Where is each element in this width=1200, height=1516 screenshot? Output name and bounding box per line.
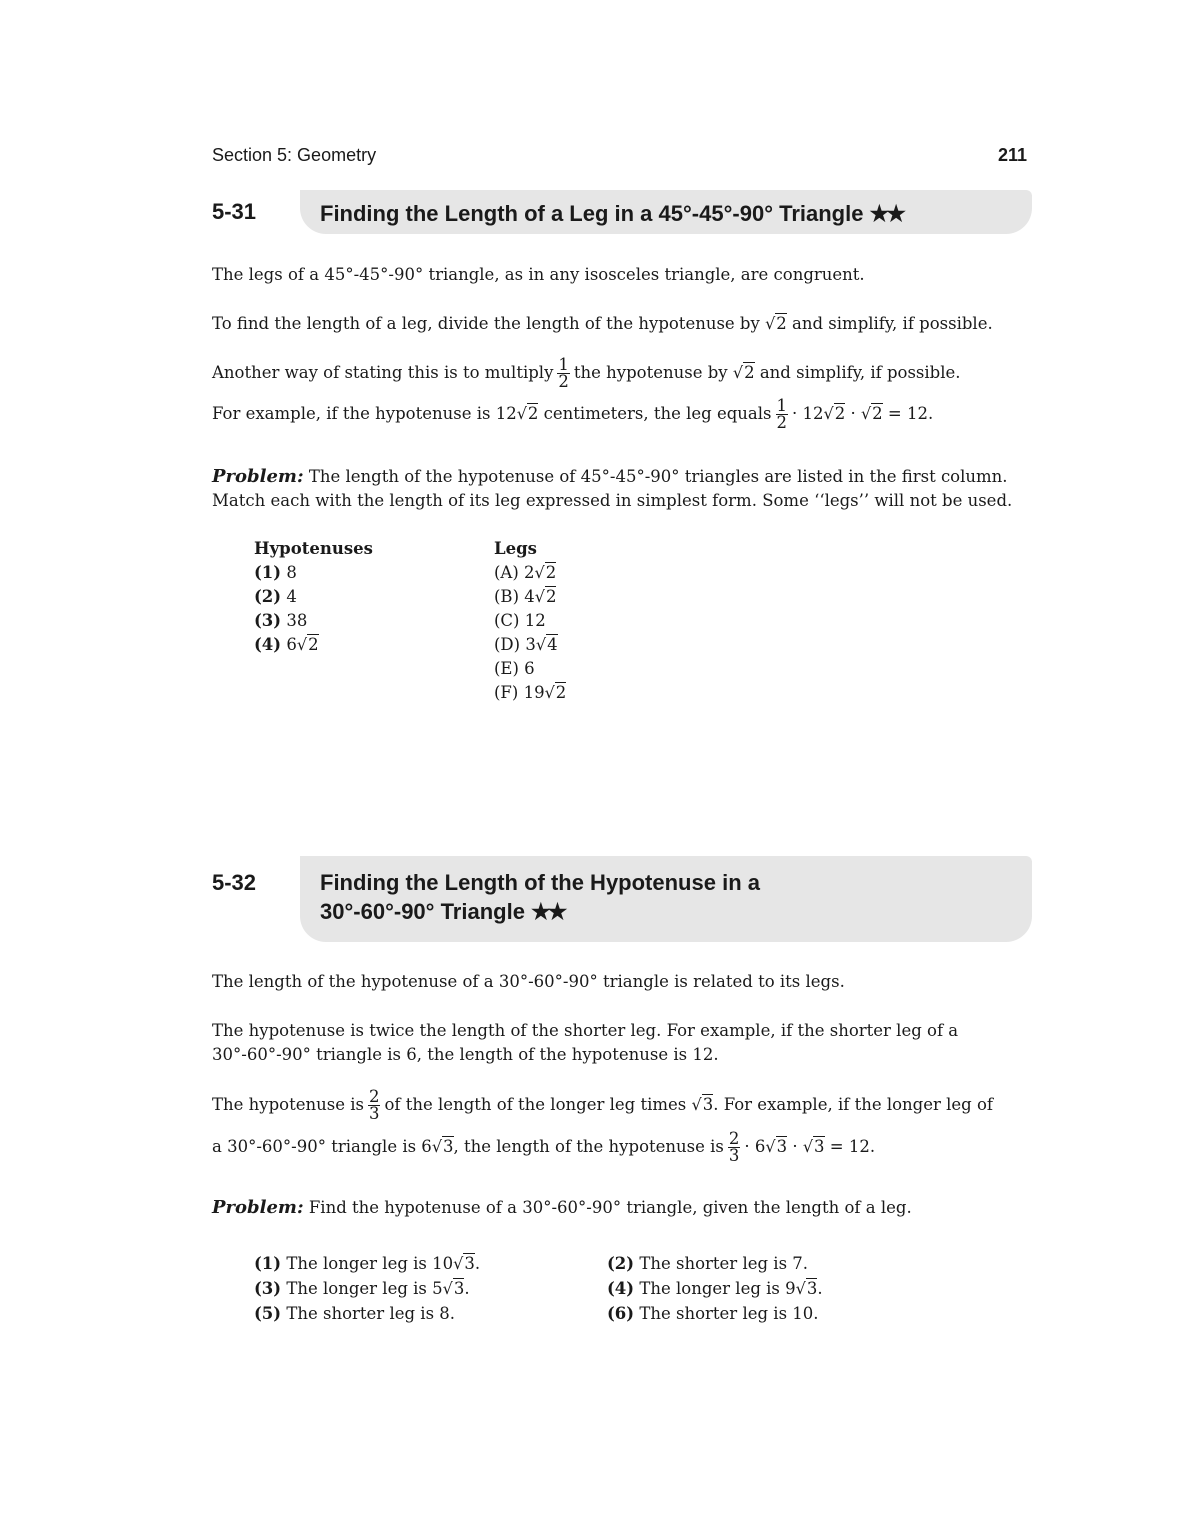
square-root: √3: [795, 1279, 818, 1298]
square-root: √2: [823, 404, 846, 423]
leg-item: (B) 4√2: [494, 587, 557, 606]
square-root: √3: [431, 1137, 454, 1156]
section-title-line: 30°-60°-90° Triangle ★★: [320, 899, 565, 924]
square-root: √3: [453, 1254, 475, 1273]
paragraph: [212, 1131, 875, 1164]
fraction: $\frac{2}{3}$: [728, 1129, 740, 1165]
problem-item: (3) The longer leg is 5√3.: [254, 1279, 470, 1298]
text: a 30°-60°-90° triangle is 6: [212, 1137, 432, 1156]
column-header: Legs: [494, 539, 537, 558]
text: Another way of stating this is to multiply: [212, 363, 554, 382]
text: ·: [850, 404, 856, 423]
column-header: Hypotenuses: [254, 539, 373, 558]
paragraph: The length of the hypotenuse of a 30°-60°-90° triangle is related to its legs.: [212, 972, 845, 991]
text: ·: [792, 1137, 798, 1156]
problem-item: (5) The shorter leg is 8.: [254, 1304, 456, 1323]
difficulty-stars-icon: ★★: [869, 201, 903, 226]
problem-item: (1) The longer leg is 10√3.: [254, 1254, 481, 1273]
text: Find the hypotenuse of a 30°-60°-90° triangle, given the length of a leg.: [308, 1198, 912, 1217]
difficulty-stars-icon: ★★: [530, 899, 565, 924]
text: and simplify, if possible.: [792, 314, 993, 333]
text: . For example, if the longer leg of: [713, 1095, 994, 1114]
square-root: √3: [442, 1279, 465, 1298]
paragraph: [212, 1089, 993, 1122]
square-root: √2: [534, 563, 557, 582]
section-number: 5-32: [212, 870, 257, 895]
problem-statement: [212, 1196, 912, 1220]
square-root: √3: [802, 1137, 825, 1156]
section-title-banner: [300, 190, 1032, 234]
problem-item: (6) The shorter leg is 10.: [607, 1304, 819, 1323]
problem-item: (2) The shorter leg is 7.: [607, 1254, 809, 1273]
text: = 12.: [829, 1137, 876, 1156]
section-title: [320, 199, 903, 228]
text: To find the length of a leg, divide the length of the hypotenuse by: [212, 314, 760, 333]
page-number: 211: [998, 145, 1028, 165]
square-root: √3: [765, 1137, 788, 1156]
fraction: $\frac{2}{3}$: [368, 1087, 380, 1123]
square-root: √4: [535, 635, 558, 654]
square-root: √2: [732, 363, 755, 382]
text: the hypotenuse by: [573, 363, 728, 382]
leg-item: (C) 12: [494, 611, 546, 630]
legs-column: [494, 537, 566, 705]
problem-item: (4) The longer leg is 9√3.: [607, 1279, 823, 1298]
running-head: Section 5: Geometry: [212, 145, 377, 165]
paragraph: 30°-60°-90° triangle is 6, the length of the hypotenuse is 12.: [212, 1045, 719, 1064]
hypotenuse-item: (1) 8: [254, 563, 297, 582]
square-root: √2: [544, 683, 567, 702]
section-title-line: Finding the Length of the Hypotenuse in a: [320, 870, 760, 895]
paragraph: Match each with the length of its leg expressed in simplest form. Some ‘‘legs’’ will not be used.: [212, 491, 1013, 510]
section-number: 5-31: [212, 199, 257, 224]
text: = 12.: [887, 404, 934, 423]
paragraph: The hypotenuse is twice the length of the shorter leg. For example, if the shorter leg of a: [212, 1021, 959, 1040]
leg-item: (D) 3√4: [494, 635, 558, 654]
paragraph: [212, 398, 933, 431]
square-root: √2: [516, 404, 539, 423]
problem-statement: [212, 465, 1008, 489]
section-title-banner: [300, 856, 1032, 942]
paragraph: The legs of a 45°-45°-90° triangle, as in any isosceles triangle, are congruent.: [212, 265, 865, 284]
square-root: √2: [296, 635, 319, 654]
leg-item: (A) 2√2: [494, 563, 557, 582]
square-root: √3: [691, 1095, 714, 1114]
text: The hypotenuse is: [212, 1095, 364, 1114]
text: For example, if the hypotenuse is 12: [212, 404, 517, 423]
text: of the length of the longer leg times: [384, 1095, 687, 1114]
text: centimeters, the leg equals: [543, 404, 772, 423]
paragraph: [212, 312, 993, 336]
paragraph: [212, 357, 961, 390]
text: , the length of the hypotenuse is: [453, 1137, 724, 1156]
square-root: √2: [765, 314, 787, 333]
text: · 6: [744, 1137, 766, 1156]
hypotenuse-item: (3) 38: [254, 611, 308, 630]
leg-item: (E) 6: [494, 659, 535, 678]
hypotenuses-column: [254, 537, 373, 657]
fraction: $\frac{1}{2}$: [776, 396, 788, 432]
square-root: √2: [534, 587, 557, 606]
hypotenuse-item: (2) 4: [254, 587, 297, 606]
section-title-text: Finding the Length of a Leg in a 45°-45°-90° Triangle: [320, 201, 864, 226]
fraction: $\frac{1}{2}$: [558, 355, 569, 391]
text: · 12: [792, 404, 824, 423]
text: and simplify, if possible.: [759, 363, 961, 382]
leg-item: (F) 19√2: [494, 683, 567, 702]
text: The length of the hypotenuse of 45°-45°-90° triangles are listed in the first column.: [308, 467, 1008, 486]
section-title: [320, 868, 760, 926]
square-root: √2: [860, 404, 883, 423]
problem-label: Problem:: [212, 1197, 304, 1218]
problem-label: Problem:: [212, 466, 304, 487]
hypotenuse-item: (4) 6√2: [254, 635, 319, 654]
